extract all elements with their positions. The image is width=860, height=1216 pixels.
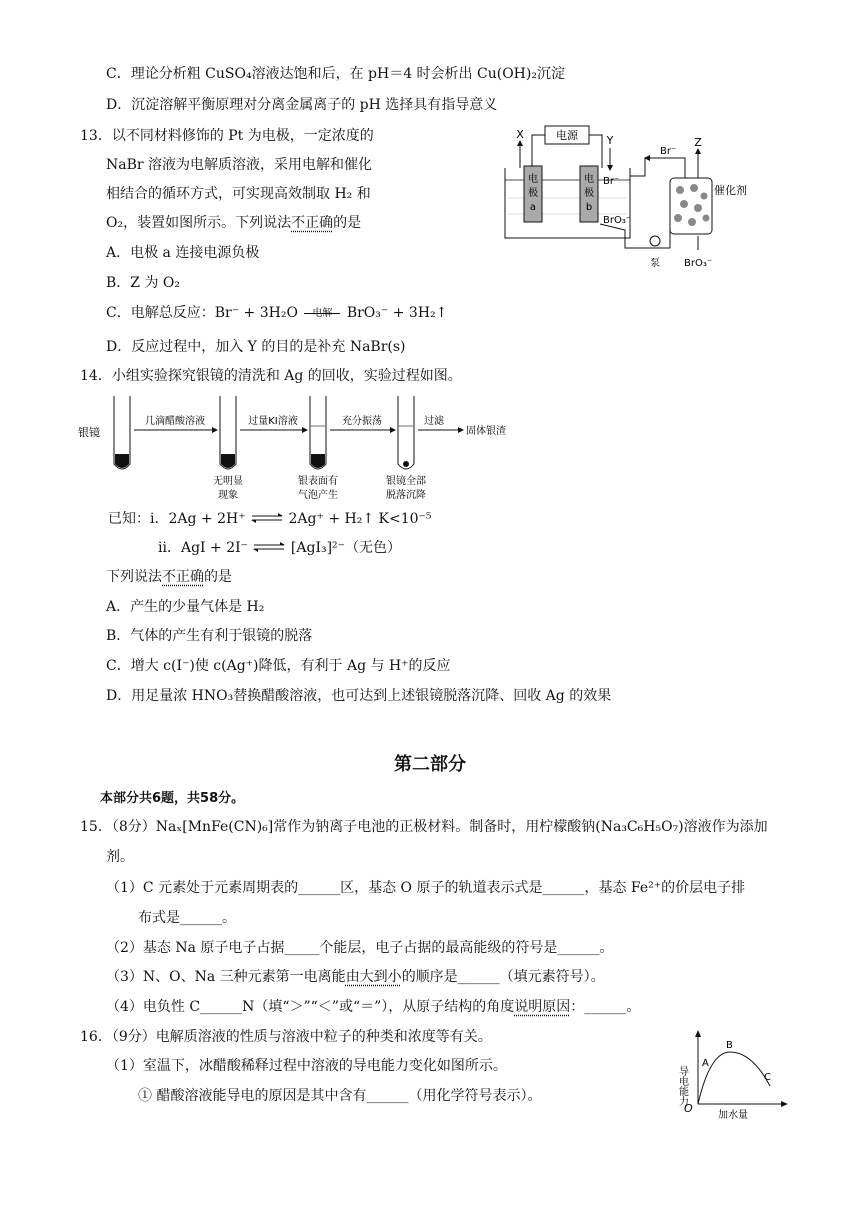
point-a-label: A [702, 1058, 709, 1069]
q15-stem-line1: 15．（8分）Naₓ[MnFe(CN)₆]常作为钠离子电池的正极材料。制备时，用柠檬酸钠(Na₃C₆H₅O₇)溶液作为添加 [80, 819, 768, 835]
svg-text:极: 极 [528, 188, 538, 199]
svg-text:脱落沉降: 脱落沉降 [386, 490, 426, 501]
y-label: Y [606, 134, 614, 147]
q16-sub1: （1）室温下，冰醋酸稀释过程中溶液的导电能力变化如图所示。 [106, 1058, 507, 1074]
emphasis: 不正确 [162, 569, 204, 585]
q14-option-b: B．气体的产生有利于银镜的脱落 [106, 628, 313, 644]
bro3-bottom-label: BrO₃⁻ [684, 258, 713, 269]
svg-text:气泡产生: 气泡产生 [298, 490, 338, 501]
svg-text:b: b [585, 202, 593, 213]
q15-sub1-line1: （1）C 元素处于元素周期表的______区，基态 O 原子的轨道表示式是______，基态 Fe²⁺的价层电子排 [106, 880, 746, 896]
q13-option-a: A．电极 a 连接电源负极 [106, 245, 260, 261]
svg-text:充分振荡: 充分振荡 [342, 416, 382, 427]
y-axis-label: 导电能力 [676, 1066, 688, 1106]
br-top-label: Br⁻ [660, 146, 677, 157]
svg-text:极: 极 [584, 188, 594, 199]
silver-mirror-label: 银镜 [78, 426, 100, 439]
point-b-label: B [726, 1040, 733, 1051]
emphasis: 由大到小 [345, 969, 402, 985]
q13-option-b: B．Z 为 O₂ [106, 275, 181, 291]
q13-stem-line2: NaBr 溶液为电解质溶液，采用电解和催化 [106, 157, 373, 173]
q15-sub2: （2）基态 Na 原子电子占据_____个能层，电子占据的最高能级的符号是______。 [106, 940, 614, 956]
emphasis: 说明原因 [514, 999, 571, 1015]
q12-option-c: C．理论分析粗 CuSO₄溶液达饱和后，在 pH＝4 时会析出 Cu(OH)₂沉淀 [106, 66, 565, 82]
q14-option-d: D．用足量浓 HNO₃替换醋酸溶液，也可达到上述银镜脱落沉降、回收 Ag 的效果 [106, 688, 612, 704]
bro3-label: BrO₃⁻ [603, 215, 632, 226]
catalyst-label: 催化剂 [714, 184, 747, 197]
q15-stem-line2: 剂。 [106, 849, 134, 865]
svg-text:银镜全部: 银镜全部 [386, 476, 426, 487]
section-intro: 本部分共6题，共58分。 [100, 791, 245, 806]
pump-icon [650, 236, 660, 246]
z-label: Z [694, 136, 702, 149]
svg-text:过滤: 过滤 [424, 416, 444, 427]
section-title: 第二部分 [394, 754, 466, 775]
electrolysis-arrow: 电解 [302, 303, 342, 325]
known-i: 已知：ⅰ．2Ag + 2H⁺ 2Ag⁺ + H₂↑ K<10⁻⁵ [108, 511, 432, 527]
svg-text:a: a [529, 202, 537, 213]
q13-stem-line4: O₂，装置如图所示。下列说法不正确的是 [106, 215, 362, 231]
svg-text:银表面有: 银表面有 [298, 476, 338, 487]
svg-text:固体银渣: 固体银渣 [466, 426, 506, 437]
br-label: Br⁻ [603, 176, 620, 187]
svg-text:电: 电 [528, 174, 538, 185]
q15-sub4: （4）电负性 C______N（填“＞”“＜”或“＝”），从原子结构的角度说明原因：______。 [106, 999, 641, 1015]
q13-option-d: D．反应过程中，加入 Y 的目的是补充 NaBr(s) [106, 339, 406, 355]
equilibrium-arrow [250, 509, 284, 529]
q14-stem: 14．小组实验探究银镜的清洗和 Ag 的回收，实验过程如图。 [80, 368, 462, 384]
point-c-label: C [764, 1072, 771, 1083]
q14-option-c: C．增大 c(I⁻)使 c(Ag⁺)降低，有利于 Ag 与 H⁺的反应 [106, 658, 451, 674]
x-label: X [516, 128, 524, 141]
q14-ask: 下列说法不正确的是 [106, 569, 232, 585]
svg-text:现象: 现象 [218, 490, 238, 501]
electrolysis-apparatus-diagram [500, 118, 747, 276]
conductivity-chart [670, 1028, 790, 1120]
q12-option-d: D．沉淀溶解平衡原理对分离金属离子的 pH 选择具有指导意义 [106, 97, 498, 113]
known-ii: ⅱ．AgI + 2I⁻ [AgI₃]²⁻（无色） [158, 540, 402, 556]
q13-stem-line3: 相结合的循环方式，可实现高效制取 H₂ 和 [106, 186, 371, 202]
equilibrium-arrow [252, 538, 286, 558]
svg-text:无明显: 无明显 [213, 476, 243, 487]
q15-sub1-line2: 布式是______。 [138, 910, 236, 926]
emphasis: 不正确 [291, 215, 334, 231]
q13-option-c: C．电解总反应：Br⁻ + 3H₂O 电解 BrO₃⁻ + 3H₂↑ [106, 303, 447, 325]
x-axis-label: 加水量 [718, 1110, 748, 1121]
svg-text:几滴醋酸溶液: 几滴醋酸溶液 [145, 416, 205, 427]
q13-stem-line1: 13．以不同材料修饰的 Pt 为电极，一定浓度的 [80, 128, 374, 144]
q14-option-a: A．产生的少量气体是 H₂ [106, 599, 265, 615]
svg-text:电: 电 [584, 174, 594, 185]
pump-label: 泵 [650, 258, 660, 269]
q16-stem: 16．（9分）电解质溶液的性质与溶液中粒子的种类和浓度等有关。 [80, 1029, 492, 1045]
silver-mirror-flow-diagram [78, 392, 508, 504]
power-label: 电源 [556, 129, 578, 142]
svg-text:过量KI溶液: 过量KI溶液 [248, 416, 298, 427]
q16-sub1-part1: ① 醋酸溶液能导电的原因是其中含有______（用化学符号表示）。 [138, 1088, 542, 1104]
origin-label: O [684, 1102, 693, 1115]
q15-sub3: （3）N、O、Na 三种元素第一电离能由大到小的顺序是______（填元素符号）。 [106, 969, 605, 985]
